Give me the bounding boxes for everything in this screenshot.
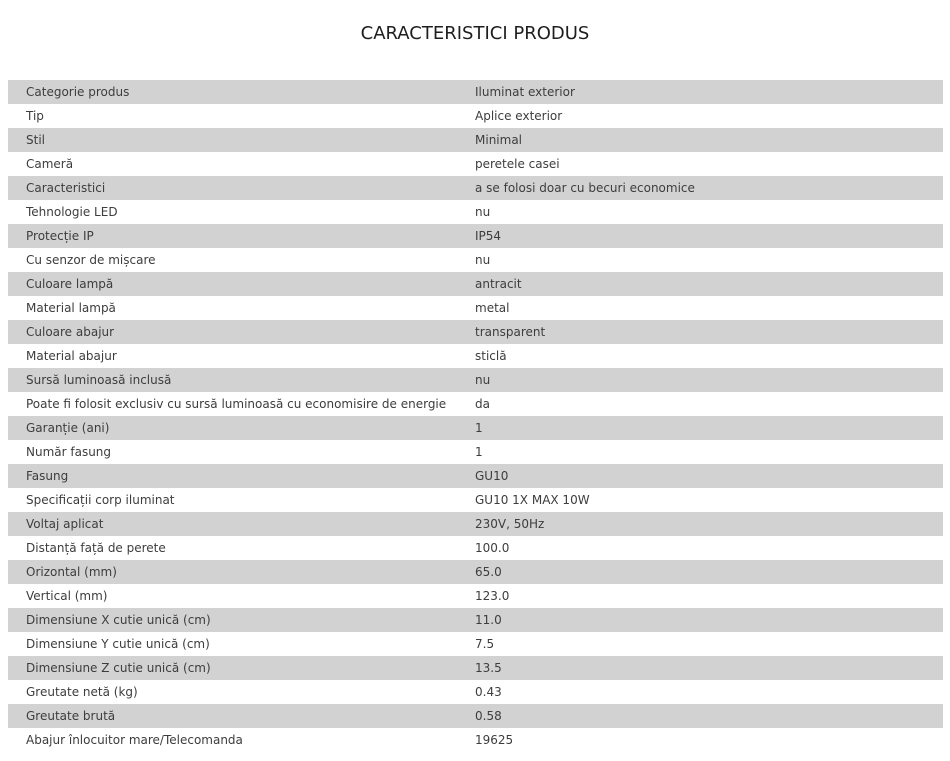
spec-value: Minimal <box>457 128 943 152</box>
table-row <box>8 248 943 272</box>
spec-label: Tehnologie LED <box>8 200 457 224</box>
page-title: CARACTERISTICI PRODUS <box>360 23 590 44</box>
spec-value: 0.43 <box>457 680 943 704</box>
spec-value: antracit <box>457 272 943 296</box>
spec-value: sticlă <box>457 344 943 368</box>
table-row <box>8 176 943 200</box>
spec-value: da <box>457 392 943 416</box>
table-row <box>8 656 943 680</box>
spec-label: Dimensiune Z cutie unică (cm) <box>8 656 457 680</box>
spec-value: Aplice exterior <box>457 104 943 128</box>
spec-value: metal <box>457 296 943 320</box>
spec-label: Cameră <box>8 152 457 176</box>
spec-value: nu <box>457 368 943 392</box>
table-row <box>8 728 943 752</box>
spec-label: Culoare abajur <box>8 320 457 344</box>
table-row <box>8 416 943 440</box>
spec-label: Tip <box>8 104 457 128</box>
spec-label: Dimensiune Y cutie unică (cm) <box>8 632 457 656</box>
table-row <box>8 488 943 512</box>
table-row <box>8 272 943 296</box>
table-row <box>8 632 943 656</box>
spec-label: Garanție (ani) <box>8 416 457 440</box>
spec-value: IP54 <box>457 224 943 248</box>
spec-label: Material abajur <box>8 344 457 368</box>
table-row <box>8 80 943 104</box>
spec-label: Protecție IP <box>8 224 457 248</box>
spec-label: Caracteristici <box>8 176 457 200</box>
spec-value: 230V, 50Hz <box>457 512 943 536</box>
spec-value: 123.0 <box>457 584 943 608</box>
table-row <box>8 296 943 320</box>
spec-value: 65.0 <box>457 560 943 584</box>
specs-table-body <box>8 80 943 752</box>
table-row <box>8 512 943 536</box>
spec-label: Greutate netă (kg) <box>8 680 457 704</box>
table-row <box>8 104 943 128</box>
spec-label: Abajur înlocuitor mare/Telecomanda <box>8 728 457 752</box>
spec-label: Specificații corp iluminat <box>8 488 457 512</box>
specs-table <box>8 80 943 752</box>
table-row <box>8 320 943 344</box>
spec-label: Orizontal (mm) <box>8 560 457 584</box>
spec-label: Vertical (mm) <box>8 584 457 608</box>
spec-label: Greutate brută <box>8 704 457 728</box>
spec-value: 0.58 <box>457 704 943 728</box>
spec-label: Voltaj aplicat <box>8 512 457 536</box>
spec-label: Fasung <box>8 464 457 488</box>
table-row <box>8 440 943 464</box>
table-row <box>8 536 943 560</box>
table-row <box>8 680 943 704</box>
spec-label: Poate fi folosit exclusiv cu sursă luminoasă cu economisire de energie <box>8 392 457 416</box>
spec-label: Material lampă <box>8 296 457 320</box>
table-row <box>8 704 943 728</box>
spec-value: 7.5 <box>457 632 943 656</box>
table-row <box>8 200 943 224</box>
spec-value: nu <box>457 248 943 272</box>
spec-value: GU10 <box>457 464 943 488</box>
spec-value: 1 <box>457 440 943 464</box>
spec-label: Stil <box>8 128 457 152</box>
table-row <box>8 392 943 416</box>
table-row <box>8 152 943 176</box>
spec-value: GU10 1X MAX 10W <box>457 488 943 512</box>
spec-value: 11.0 <box>457 608 943 632</box>
table-row <box>8 368 943 392</box>
table-row <box>8 344 943 368</box>
table-row <box>8 560 943 584</box>
spec-value: Iluminat exterior <box>457 80 943 104</box>
table-row <box>8 464 943 488</box>
spec-value: 1 <box>457 416 943 440</box>
spec-value: transparent <box>457 320 943 344</box>
spec-value: 19625 <box>457 728 943 752</box>
spec-label: Cu senzor de mișcare <box>8 248 457 272</box>
spec-label: Culoare lampă <box>8 272 457 296</box>
spec-value: nu <box>457 200 943 224</box>
spec-label: Sursă luminoasă inclusă <box>8 368 457 392</box>
spec-value: peretele casei <box>457 152 943 176</box>
spec-value: a se folosi doar cu becuri economice <box>457 176 943 200</box>
spec-label: Categorie produs <box>8 80 457 104</box>
spec-label: Dimensiune X cutie unică (cm) <box>8 608 457 632</box>
spec-value: 100.0 <box>457 536 943 560</box>
spec-label: Distanță față de perete <box>8 536 457 560</box>
spec-value: 13.5 <box>457 656 943 680</box>
table-row <box>8 608 943 632</box>
table-row <box>8 224 943 248</box>
table-row <box>8 128 943 152</box>
table-row <box>8 584 943 608</box>
spec-label: Număr fasung <box>8 440 457 464</box>
